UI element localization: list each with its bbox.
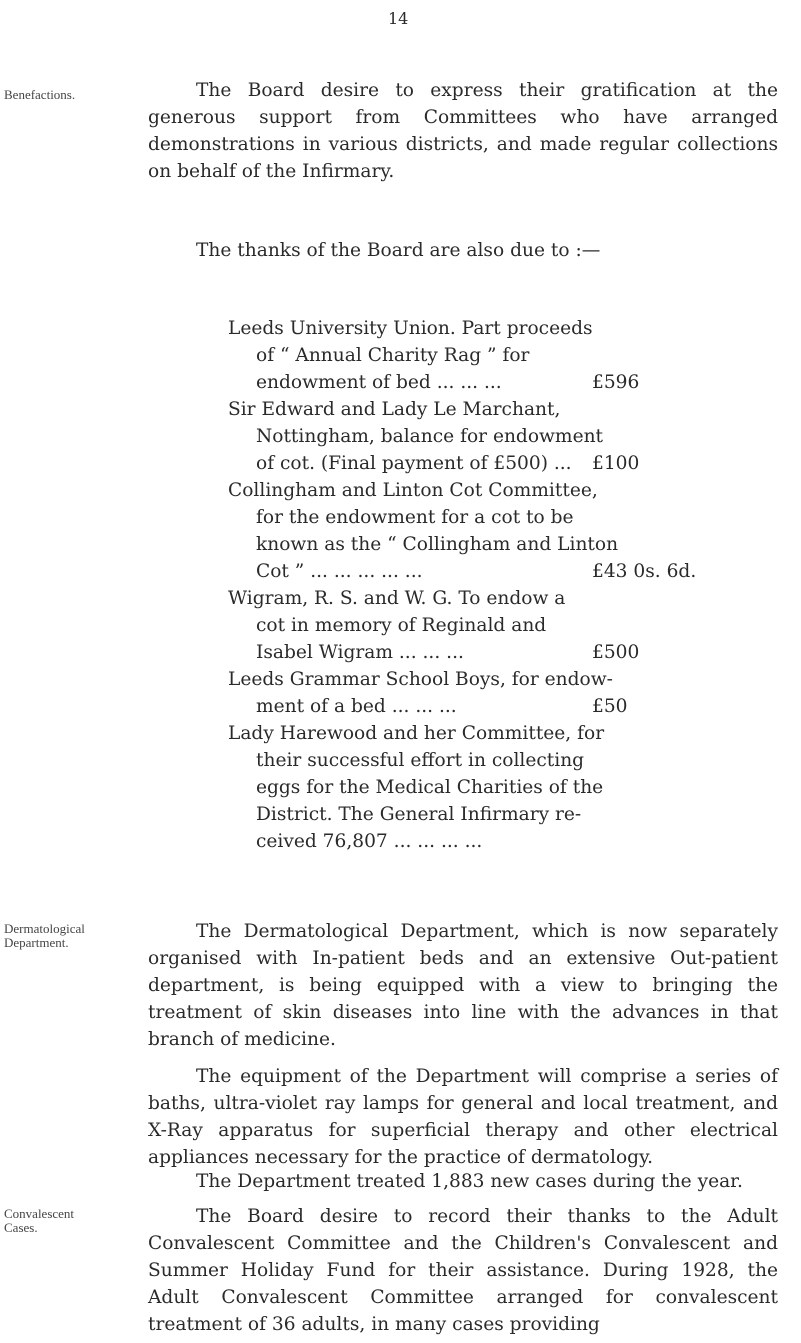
paragraph-gratification: The Board desire to express their gratification at the generous support from Committees who have arranged demonstrations in various districts, and made regular collections on behalf of the Infirmary. xyxy=(148,80,778,182)
margin-note-dermatological xyxy=(4,922,84,950)
paragraph-convalescent: The Board desire to record their thanks to the Adult Convalescent Committee and the Children's Convalescent and Summer Holiday Fund for their assistance. During 1928, the Adult Convalescent Committee arranged for convalescent treatment of 36 adults, in many cases providing xyxy=(148,1206,778,1335)
benefaction-entry: Sir Edward and Lady Le Marchant, Nottingham, balance for endowment of cot. (Final payment of £500) ... £100 xyxy=(228,396,788,477)
benefaction-entry: Collingham and Linton Cot Committee, for the endowment for a cot to be known as the “ Collingham and Linton Cot ” ... ... ... ... ... £43 0s. 6d. xyxy=(228,477,788,585)
benefaction-amount: £100 xyxy=(592,453,640,474)
benefaction-entry: Lady Harewood and her Committee, for their successful effort in collecting eggs for the Medical Charities of the District. The General Infirmary re- ceived 76,807 ... ... ... ... xyxy=(228,723,605,852)
benefaction-entry: Leeds University Union. Part proceeds of “ Annual Charity Rag ” for endowment of bed ... ... ... £596 xyxy=(228,315,788,396)
benefactions-list xyxy=(228,315,788,855)
benefaction-amount: £500 xyxy=(592,642,640,663)
benefaction-entry: Wigram, R. S. and W. G. To endow a cot in memory of Reginald and Isabel Wigram ... ... ... £500 xyxy=(228,585,788,666)
benefaction-entry: Leeds Grammar School Boys, for endow- ment of a bed ... ... ... £50 xyxy=(228,666,788,720)
page-number: 14 xyxy=(388,9,409,28)
margin-note-benefactions: Benefactions. xyxy=(4,87,76,102)
paragraph-thanks-intro: The thanks of the Board are also due to :— xyxy=(196,240,601,261)
benefaction-amount: £596 xyxy=(592,372,640,393)
margin-note-convalescent xyxy=(4,1207,84,1235)
margin-note-line: Department. xyxy=(4,935,69,950)
margin-note-line: Cases. xyxy=(4,1220,38,1235)
benefaction-amount: £43 0s. 6d. xyxy=(592,561,697,582)
paragraph-equipment: The equipment of the Department will comprise a series of baths, ultra-violet ray lamps for general and local treatment, and X-Ray apparatus for superficial therapy and other electrical appliances necessary for the practice of dermatology. xyxy=(148,1066,778,1168)
paragraph-dermatological: The Dermatological Department, which is now separately organised with In-patient beds and an extensive Out-patient department, is being equipped with a view to bringing the treatment of skin diseases into line with the advances in that branch of medicine. xyxy=(148,921,778,1050)
margin-note-line: Convalescent xyxy=(4,1206,75,1221)
benefaction-amount: £50 xyxy=(592,696,628,717)
margin-note-line: Dermatological xyxy=(4,921,85,936)
paragraph-cases-treated: The Department treated 1,883 new cases during the year. xyxy=(196,1171,743,1192)
